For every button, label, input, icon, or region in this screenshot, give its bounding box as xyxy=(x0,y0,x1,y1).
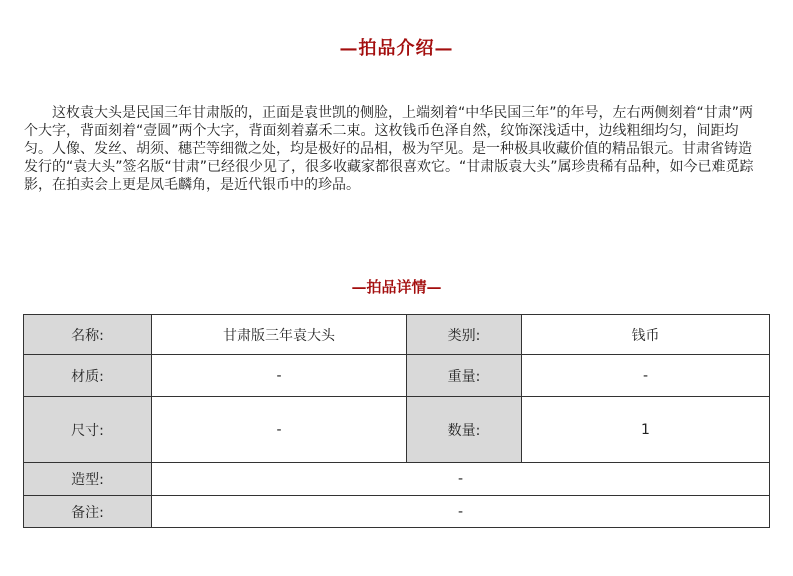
value-quantity: 1 xyxy=(522,397,770,463)
label-name: 名称: xyxy=(24,315,152,355)
label-category: 类别: xyxy=(407,315,522,355)
table-row-notes xyxy=(24,496,770,528)
table-row-material xyxy=(24,355,770,397)
label-notes: 备注: xyxy=(24,496,152,528)
value-notes: - xyxy=(152,496,770,528)
intro-section xyxy=(24,104,762,194)
table-row-name xyxy=(24,315,770,355)
value-weight: - xyxy=(522,355,770,397)
label-shape: 造型: xyxy=(24,463,152,496)
label-weight: 重量: xyxy=(407,355,522,397)
table-row-shape xyxy=(24,463,770,496)
intro-paragraph: 这枚袁大头是民国三年甘肃版的，正面是袁世凯的侧脸，上端刻着“中华民国三年”的年号，左右两侧刻着“甘肃”两个大字，背面刻着“壹圆”两个大字，背面刻着嘉禾二束。这枚钱币色泽自然，纹饰深浅适中，边线粗细均匀，间距均匀。人像、发丝、胡须、穗芒等细微之处，均是极好的品相，极为罕见。是一种极具收藏价值的精品银元。甘肃省铸造发行的“袁大头”签名版“甘肃”已经很少见了，很多收藏家都很喜欢它。“甘肃版袁大头”属珍贵稀有品种，如今已难觅踪影，在拍卖会上更是凤毛麟角，是近代银币中的珍品。 xyxy=(24,105,754,193)
value-name: 甘肃版三年袁大头 xyxy=(152,315,407,355)
value-shape: - xyxy=(152,463,770,496)
value-size: - xyxy=(152,397,407,463)
value-category: 钱币 xyxy=(522,315,770,355)
table-row-size xyxy=(24,397,770,463)
label-material: 材质: xyxy=(24,355,152,397)
value-material: - xyxy=(152,355,407,397)
details-table xyxy=(23,314,770,528)
section-title-details: —拍品详情— xyxy=(351,278,442,296)
section-title-intro: —拍品介绍— xyxy=(339,38,454,59)
label-quantity: 数量: xyxy=(407,397,522,463)
label-size: 尺寸: xyxy=(24,397,152,463)
